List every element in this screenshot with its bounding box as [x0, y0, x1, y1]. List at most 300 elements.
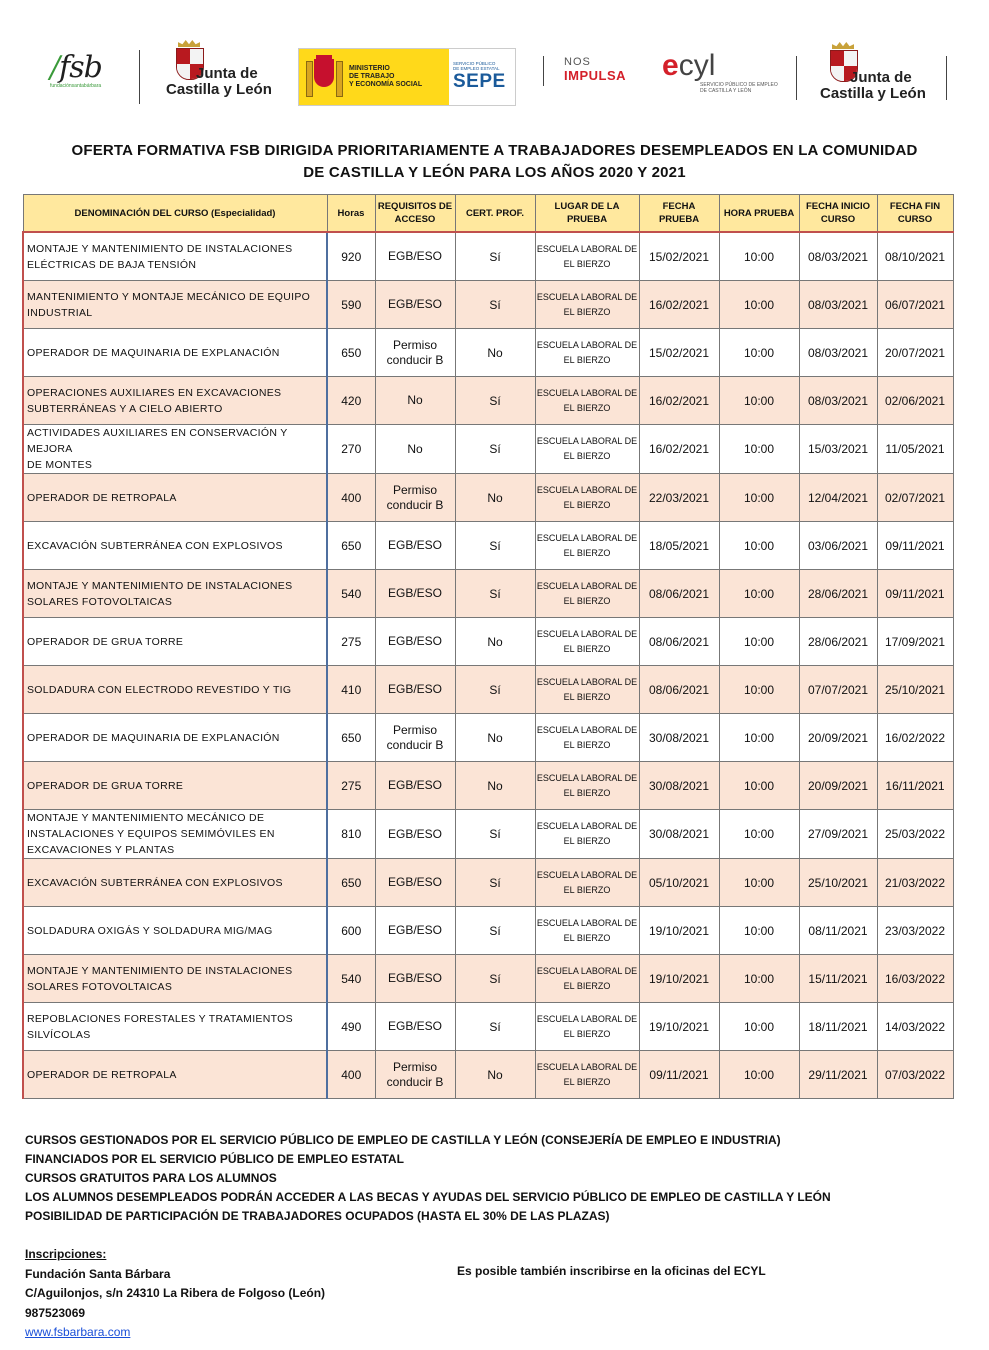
sepe-small-line2: DE EMPLEO ESTATAL [453, 66, 500, 71]
cell-lugar [535, 666, 639, 714]
cert-value: Sí [489, 442, 501, 456]
logo-divider [543, 56, 544, 86]
cell-hora-prueba [719, 810, 799, 859]
cell-fecha-fin [877, 570, 953, 618]
cell-fecha-inicio [799, 570, 877, 618]
cert-value: Sí [489, 827, 501, 841]
hora-prueba-value: 10:00 [743, 538, 775, 553]
logo-divider [796, 56, 797, 100]
cell-requisitos [375, 955, 455, 1003]
cert-value: Sí [489, 249, 501, 264]
hora-prueba-value: 10:00 [743, 923, 775, 938]
fecha-prueba-value: 05/10/2021 [648, 875, 710, 890]
horas-value: 600 [341, 923, 362, 938]
cell-fecha-prueba [639, 281, 719, 329]
cell-horas [327, 907, 375, 955]
table-row [23, 377, 953, 425]
cell-hora-prueba [719, 474, 799, 522]
cell-horas [327, 329, 375, 377]
cell-horas [327, 762, 375, 810]
table-body [23, 232, 953, 1099]
requisito-line: conducir B [386, 1074, 444, 1089]
fecha-inicio-value: 03/06/2021 [807, 538, 869, 553]
course-name-line: SILVÍCOLAS [27, 1028, 91, 1041]
fecha-prueba-value: 18/05/2021 [648, 538, 710, 553]
cell-cert [455, 955, 535, 1003]
sepe-wordmark: SEPE [453, 71, 506, 92]
impulsa-text: IMPULSA [564, 68, 626, 83]
header-horas: Horas [327, 195, 375, 233]
course-name-line: SOLDADURA CON ELECTRODO REVESTIDO Y TIG [27, 683, 292, 696]
fecha-fin-value: 09/11/2021 [885, 538, 945, 553]
ecyl-rest-text: cyl [678, 49, 716, 82]
cell-course-name [23, 859, 327, 907]
fecha-inicio-value: 08/03/2021 [807, 249, 869, 264]
fecha-fin-value: 16/03/2022 [884, 971, 946, 986]
cell-horas [327, 859, 375, 907]
lugar-line: EL BIERZO [563, 451, 611, 461]
cell-fecha-prueba [639, 1051, 719, 1099]
horas-value: 270 [341, 442, 362, 456]
header-fecha-fin: FECHA FIN CURSO [877, 195, 953, 233]
cell-course-name [23, 377, 327, 425]
requisito-line: conducir B [386, 352, 444, 367]
fecha-inicio-value: 15/03/2021 [807, 442, 869, 456]
note-line: CURSOS GESTIONADOS POR EL SERVICIO PÚBLICO DE EMPLEO DE CASTILLA Y LEÓN (CONSEJERÍA DE EMPLEO E INDUSTRIA) [25, 1133, 781, 1147]
lugar-line: ESCUELA LABORAL DE [536, 628, 638, 639]
cert-value: Sí [489, 875, 501, 890]
cell-course-name [23, 810, 327, 859]
table-row [23, 955, 953, 1003]
cell-fecha-fin [877, 1051, 953, 1099]
fecha-fin-value: 16/11/2021 [885, 778, 945, 793]
horas-value: 420 [341, 393, 362, 408]
junta-logo-1 [166, 40, 316, 104]
horas-value: 400 [341, 490, 362, 505]
cell-lugar [535, 618, 639, 666]
cell-course-name [23, 425, 327, 474]
lugar-line: ESCUELA LABORAL DE [536, 532, 638, 543]
cell-horas [327, 474, 375, 522]
course-table [22, 194, 954, 1099]
fecha-inicio-value: 20/09/2021 [807, 778, 869, 793]
cell-fecha-fin [877, 859, 953, 907]
fecha-fin-value: 11/05/2021 [885, 442, 945, 456]
cell-fecha-inicio [799, 762, 877, 810]
cell-fecha-prueba [639, 762, 719, 810]
table-row [23, 907, 953, 955]
cell-fecha-inicio [799, 377, 877, 425]
cell-course-name [23, 666, 327, 714]
cell-fecha-inicio [799, 810, 877, 859]
lugar-line: ESCUELA LABORAL DE [536, 965, 638, 976]
cell-fecha-inicio [799, 474, 877, 522]
inscripciones-org: Fundación Santa Bárbara [25, 1266, 171, 1281]
horas-value: 275 [341, 634, 362, 649]
fecha-fin-value: 21/03/2022 [884, 875, 946, 890]
requisito-line: Permiso [392, 482, 437, 497]
ministerio-line1: MINISTERIO [349, 65, 390, 72]
cell-fecha-fin [877, 425, 953, 474]
table-row [23, 570, 953, 618]
cell-hora-prueba [719, 232, 799, 281]
cert-value: Sí [489, 297, 501, 312]
cell-course-name [23, 714, 327, 762]
lugar-line: ESCUELA LABORAL DE [536, 724, 638, 735]
cell-requisitos [375, 1051, 455, 1099]
cell-fecha-prueba [639, 955, 719, 1003]
cell-lugar [535, 955, 639, 1003]
fecha-fin-value: 20/07/2021 [884, 345, 946, 360]
table-row [23, 425, 953, 474]
requisito-line: EGB/ESO [387, 875, 443, 889]
cell-hora-prueba [719, 907, 799, 955]
cell-horas [327, 522, 375, 570]
lugar-line: EL BIERZO [563, 980, 611, 991]
horas-value: 540 [341, 586, 362, 601]
junta-logo-2 [820, 42, 940, 106]
hora-prueba-value: 10:00 [743, 249, 775, 264]
lugar-line: EL BIERZO [563, 306, 611, 317]
cell-requisitos [375, 232, 455, 281]
fecha-fin-value: 09/11/2021 [885, 586, 945, 601]
horas-value: 540 [341, 971, 362, 986]
cert-value: No [487, 345, 503, 360]
cell-lugar [535, 810, 639, 859]
course-name-line: MANTENIMIENTO Y MONTAJE MECÁNICO DE EQUIPO [27, 290, 311, 303]
cert-value: No [487, 1067, 503, 1082]
course-name-line: ACTIVIDADES AUXILIARES EN CONSERVACIÓN Y MEJORA [27, 427, 288, 455]
horas-value: 650 [341, 345, 362, 360]
fecha-inicio-value: 08/03/2021 [807, 345, 869, 360]
cell-hora-prueba [719, 859, 799, 907]
cell-lugar [535, 762, 639, 810]
junta-logo-line1: Junta de [850, 69, 912, 86]
course-name-line: OPERACIONES AUXILIARES EN EXCAVACIONES [27, 386, 282, 399]
cell-fecha-fin [877, 762, 953, 810]
cell-horas [327, 570, 375, 618]
cell-hora-prueba [719, 1051, 799, 1099]
cell-hora-prueba [719, 377, 799, 425]
fsb-logo [50, 50, 120, 100]
fecha-fin-value: 23/03/2022 [884, 923, 946, 938]
cell-horas [327, 618, 375, 666]
cell-fecha-prueba [639, 859, 719, 907]
cell-fecha-inicio [799, 232, 877, 281]
header-denominacion: DENOMINACIÓN DEL CURSO (Especialidad) [23, 195, 327, 233]
cell-fecha-prueba [639, 425, 719, 474]
course-name-line: MONTAJE Y MANTENIMIENTO MECÁNICO DE [27, 812, 265, 824]
ecyl-sub-line1: SERVICIO PÚBLICO DE EMPLEO [700, 82, 778, 88]
cell-horas [327, 377, 375, 425]
cell-course-name [23, 618, 327, 666]
table-row [23, 281, 953, 329]
cell-requisitos [375, 762, 455, 810]
requisito-line: EGB/ESO [387, 634, 443, 648]
cell-fecha-prueba [639, 666, 719, 714]
junta-logo-line2: Castilla y León [820, 85, 926, 102]
nos-text: NOS [564, 56, 591, 68]
cell-horas [327, 1051, 375, 1099]
lugar-line: ESCUELA LABORAL DE [536, 821, 638, 831]
ecyl-sub-line2: DE CASTILLA Y LEÓN [700, 88, 752, 94]
page-title [20, 140, 969, 184]
fecha-inicio-value: 15/11/2021 [808, 971, 868, 986]
cell-cert [455, 522, 535, 570]
cell-requisitos [375, 377, 455, 425]
cell-fecha-fin [877, 377, 953, 425]
hora-prueba-value: 10:00 [743, 682, 775, 697]
cell-fecha-fin [877, 1003, 953, 1051]
table-row [23, 1051, 953, 1099]
cell-course-name [23, 281, 327, 329]
fecha-prueba-value: 30/08/2021 [648, 730, 710, 745]
course-name-line: SUBTERRÁNEAS Y A CIELO ABIERTO [27, 402, 223, 415]
cell-horas [327, 955, 375, 1003]
note-line: CURSOS GRATUITOS PARA LOS ALUMNOS [25, 1171, 277, 1185]
cell-cert [455, 762, 535, 810]
cell-fecha-inicio [799, 1003, 877, 1051]
header-hora-prueba: HORA PRUEBA [719, 195, 799, 233]
cell-fecha-inicio [799, 329, 877, 377]
fecha-fin-value: 02/07/2021 [884, 490, 946, 505]
course-name-line: REPOBLACIONES FORESTALES Y TRATAMIENTOS [27, 1012, 293, 1025]
cell-fecha-inicio [799, 522, 877, 570]
horas-value: 650 [341, 730, 362, 745]
nos-impulsa-logo [564, 56, 626, 83]
cell-cert [455, 232, 535, 281]
cell-lugar [535, 570, 639, 618]
lugar-line: EL BIERZO [563, 1028, 611, 1039]
cell-lugar [535, 907, 639, 955]
logo-bar [0, 36, 989, 116]
course-name-line: EXCAVACIONES Y PLANTAS [27, 844, 175, 856]
spain-coat-of-arms-icon [305, 55, 343, 99]
fecha-inicio-value: 08/03/2021 [807, 393, 869, 408]
cell-cert [455, 329, 535, 377]
hora-prueba-value: 10:00 [743, 393, 775, 408]
cell-cert [455, 810, 535, 859]
fecha-prueba-value: 08/06/2021 [648, 586, 710, 601]
cell-cert [455, 618, 535, 666]
cell-course-name [23, 570, 327, 618]
fecha-prueba-value: 19/10/2021 [648, 923, 710, 938]
cell-requisitos [375, 859, 455, 907]
note-line: LOS ALUMNOS DESEMPLEADOS PODRÁN ACCEDER A LAS BECAS Y AYUDAS DEL SERVICIO PÚBLICO DE EMPLEO DE CASTILLA Y LEÓN [25, 1190, 831, 1204]
fecha-prueba-value: 16/02/2021 [648, 393, 710, 408]
course-name-line: ELÉCTRICAS DE BAJA TENSIÓN [27, 258, 197, 271]
cell-cert [455, 666, 535, 714]
horas-value: 410 [341, 682, 362, 697]
fecha-prueba-value: 30/08/2021 [648, 827, 710, 841]
cell-cert [455, 377, 535, 425]
table-row [23, 232, 953, 281]
cell-fecha-inicio [799, 907, 877, 955]
hora-prueba-value: 10:00 [743, 442, 775, 456]
lugar-line: EL BIERZO [563, 643, 611, 654]
logo-divider [946, 56, 947, 100]
lugar-line: EL BIERZO [563, 1076, 611, 1087]
ecyl-note: Es posible también inscribirse en la oficinas del ECYL [457, 1264, 766, 1278]
cell-fecha-inicio [799, 714, 877, 762]
cell-fecha-inicio [799, 859, 877, 907]
cell-fecha-inicio [799, 281, 877, 329]
requisito-line: Permiso [392, 722, 437, 737]
cell-lugar [535, 329, 639, 377]
course-name-line: SOLDADURA OXIGÁS Y SOLDADURA MIG/MAG [27, 924, 273, 937]
hora-prueba-value: 10:00 [743, 345, 775, 360]
lugar-line: EL BIERZO [563, 836, 611, 846]
cell-fecha-inicio [799, 618, 877, 666]
requisito-line: EGB/ESO [387, 778, 443, 792]
hora-prueba-value: 10:00 [743, 971, 775, 986]
cell-requisitos [375, 474, 455, 522]
cell-lugar [535, 474, 639, 522]
course-name-line: MONTAJE Y MANTENIMIENTO DE INSTALACIONES [27, 579, 293, 592]
cell-horas [327, 425, 375, 474]
cell-requisitos [375, 618, 455, 666]
lugar-line: ESCUELA LABORAL DE [536, 772, 638, 783]
inscripciones-address: C/Aguilonjos, s/n 24310 La Ribera de Folgoso (León) [25, 1286, 326, 1300]
horas-value: 590 [341, 297, 362, 312]
cell-horas [327, 281, 375, 329]
lugar-line: ESCUELA LABORAL DE [536, 436, 638, 446]
cell-course-name [23, 329, 327, 377]
cell-hora-prueba [719, 329, 799, 377]
cert-value: No [487, 634, 503, 649]
hora-prueba-value: 10:00 [743, 586, 775, 601]
course-name-line: EXCAVACIÓN SUBTERRÁNEA CON EXPLOSIVOS [27, 539, 283, 552]
cell-fecha-prueba [639, 377, 719, 425]
course-name-line: OPERADOR DE GRUA TORRE [27, 635, 184, 648]
header-requisitos: REQUISITOS DE ACCESO [375, 195, 455, 233]
lugar-line: EL BIERZO [563, 595, 611, 606]
ministerio-line2: DE TRABAJO [349, 73, 395, 80]
cell-fecha-fin [877, 281, 953, 329]
requisito-line: Permiso [392, 1059, 437, 1074]
lugar-line: ESCUELA LABORAL DE [536, 917, 638, 928]
hora-prueba-value: 10:00 [743, 297, 775, 312]
lugar-line: ESCUELA LABORAL DE [536, 580, 638, 591]
header-lugar: LUGAR DE LA PRUEBA [535, 195, 639, 233]
fecha-prueba-value: 08/06/2021 [648, 682, 710, 697]
notes-block [25, 1131, 965, 1226]
cert-value: Sí [489, 971, 501, 986]
requisito-line: EGB/ESO [387, 826, 443, 841]
course-name-line: OPERADOR DE RETROPALA [27, 1068, 177, 1081]
horas-value: 650 [341, 875, 362, 890]
cell-course-name [23, 1003, 327, 1051]
requisito-line: conducir B [386, 497, 444, 512]
ministerio-line3: Y ECONOMÍA SOCIAL [349, 81, 423, 88]
requisito-line: Permiso [392, 337, 437, 352]
requisito-line: EGB/ESO [387, 297, 443, 311]
cell-hora-prueba [719, 570, 799, 618]
lugar-line: ESCUELA LABORAL DE [536, 387, 638, 398]
hora-prueba-value: 10:00 [743, 778, 775, 793]
cert-value: No [487, 490, 503, 505]
cell-lugar [535, 281, 639, 329]
cell-horas [327, 810, 375, 859]
requisito-line: EGB/ESO [387, 538, 443, 552]
fecha-fin-value: 16/02/2022 [884, 730, 946, 745]
cell-fecha-inicio [799, 955, 877, 1003]
table-row [23, 329, 953, 377]
table-row [23, 666, 953, 714]
website-link[interactable]: www.fsbarbara.com [25, 1325, 131, 1339]
horas-value: 810 [341, 827, 362, 841]
cert-value: Sí [489, 682, 501, 697]
fecha-fin-value: 25/03/2022 [884, 827, 946, 841]
fecha-inicio-value: 08/11/2021 [808, 923, 868, 938]
cell-fecha-fin [877, 666, 953, 714]
cell-fecha-fin [877, 329, 953, 377]
hora-prueba-value: 10:00 [743, 634, 775, 649]
sepe-small-line1: SERVICIO PÚBLICO [453, 61, 496, 66]
fsb-logo-subtext: fundaciónsantabárbara [50, 83, 102, 89]
cell-fecha-prueba [639, 522, 719, 570]
fecha-prueba-value: 30/08/2021 [648, 778, 710, 793]
fecha-prueba-value: 22/03/2021 [648, 490, 710, 505]
cell-cert [455, 859, 535, 907]
leaf-icon: / [50, 50, 60, 85]
course-name-line: MONTAJE Y MANTENIMIENTO DE INSTALACIONES [27, 964, 293, 977]
fecha-prueba-value: 15/02/2021 [648, 345, 710, 360]
hora-prueba-value: 10:00 [743, 1019, 775, 1034]
cell-fecha-fin [877, 618, 953, 666]
cell-requisitos [375, 666, 455, 714]
course-name-line: INSTALACIONES Y EQUIPOS SEMIMÓVILES EN [27, 828, 275, 840]
cell-course-name [23, 907, 327, 955]
cell-lugar [535, 859, 639, 907]
fecha-inicio-value: 07/07/2021 [807, 682, 869, 697]
fecha-inicio-value: 12/04/2021 [807, 490, 869, 505]
cell-hora-prueba [719, 425, 799, 474]
header-cert: CERT. PROF. [455, 195, 535, 233]
hora-prueba-value: 10:00 [743, 730, 775, 745]
course-name-line: EXCAVACIÓN SUBTERRÁNEA CON EXPLOSIVOS [27, 876, 283, 889]
hora-prueba-value: 10:00 [743, 490, 775, 505]
horas-value: 920 [341, 249, 362, 264]
cell-fecha-fin [877, 522, 953, 570]
cell-fecha-fin [877, 714, 953, 762]
requisito-line: EGB/ESO [387, 682, 443, 696]
cell-lugar [535, 1003, 639, 1051]
course-name-line: OPERADOR DE MAQUINARIA DE EXPLANACIÓN [27, 346, 280, 359]
cell-horas [327, 714, 375, 762]
table-row [23, 1003, 953, 1051]
title-line2: DE CASTILLA Y LEÓN PARA LOS AÑOS 2020 Y 2021 [303, 164, 686, 181]
cell-fecha-fin [877, 474, 953, 522]
cell-course-name [23, 522, 327, 570]
table-row [23, 474, 953, 522]
table-row [23, 522, 953, 570]
horas-value: 650 [341, 538, 362, 553]
cert-value: Sí [489, 586, 501, 601]
header-fecha-prueba: FECHA PRUEBA [639, 195, 719, 233]
lugar-line: ESCUELA LABORAL DE [536, 869, 638, 880]
junta-logo-line1: Junta de [196, 65, 258, 82]
lugar-line: ESCUELA LABORAL DE [536, 676, 638, 687]
hora-prueba-value: 10:00 [743, 875, 775, 890]
cell-hora-prueba [719, 618, 799, 666]
cell-horas [327, 666, 375, 714]
lugar-line: EL BIERZO [563, 499, 611, 510]
cell-fecha-inicio [799, 666, 877, 714]
fecha-inicio-value: 28/06/2021 [807, 634, 869, 649]
table-row [23, 859, 953, 907]
fecha-fin-value: 07/03/2022 [884, 1067, 946, 1082]
